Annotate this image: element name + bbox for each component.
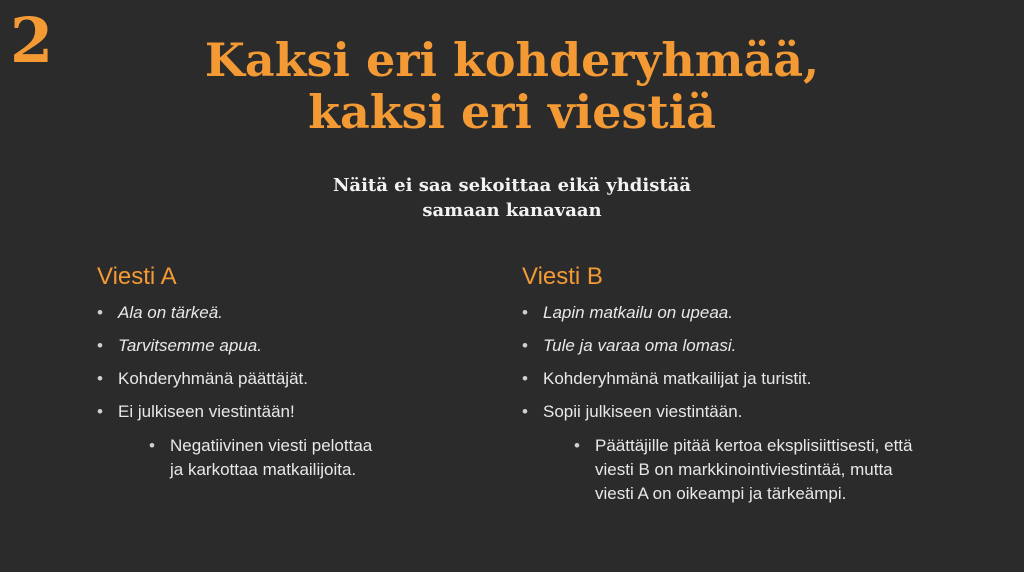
column-viesti-a: [97, 262, 497, 482]
bullet-dot-icon: •: [97, 402, 103, 421]
bullet-item: [97, 335, 497, 357]
bullet-dot-icon: •: [97, 303, 103, 322]
bullet-text: Kohderyhmänä matkailijat ja turistit.: [543, 369, 812, 388]
bullet-text: Ala on tärkeä.: [118, 303, 223, 322]
bullet-text: Kohderyhmänä päättäjät.: [118, 369, 308, 388]
bullet-text: Tule ja varaa oma lomasi.: [543, 336, 737, 355]
sub-bullet-list: [522, 434, 992, 506]
slide-number: 2: [10, 4, 54, 77]
sub-bullet-line: Päättäjille pitää kertoa eksplisiittisesti, että: [595, 436, 913, 455]
bullet-text: Lapin matkailu on upeaa.: [543, 303, 733, 322]
bullet-text: Tarvitsemme apua.: [118, 336, 262, 355]
bullet-dot-icon: •: [97, 369, 103, 388]
bullet-dot-icon: •: [149, 436, 155, 455]
slide-title: [0, 34, 1024, 138]
slide-subtitle-line-2: samaan kanavaan: [422, 200, 602, 221]
bullet-item: [97, 368, 497, 390]
sub-bullet-line: viesti B on markkinointiviestintää, mutta: [595, 460, 893, 479]
bullet-dot-icon: •: [97, 336, 103, 355]
bullet-text: Sopii julkiseen viestintään.: [543, 402, 743, 421]
bullet-item: [97, 302, 497, 324]
bullet-list: [522, 302, 992, 423]
bullet-dot-icon: •: [574, 436, 580, 455]
bullet-dot-icon: •: [522, 336, 528, 355]
slide-title-line-2: kaksi eri viestiä: [308, 85, 716, 139]
bullet-dot-icon: •: [522, 402, 528, 421]
bullet-item: [522, 302, 992, 324]
slide-subtitle-line-1: Näitä ei saa sekoittaa eikä yhdistää: [332, 175, 692, 196]
sub-bullet-item: [149, 434, 497, 482]
bullet-list: [97, 302, 497, 423]
bullet-item: [522, 335, 992, 357]
sub-bullet-list: [97, 434, 497, 482]
column-heading: Viesti B: [522, 263, 603, 290]
bullet-dot-icon: •: [522, 369, 528, 388]
column-heading: Viesti A: [97, 263, 177, 290]
column-viesti-b: [522, 262, 992, 506]
slide-title-line-1: Kaksi eri kohderyhmää,: [204, 33, 820, 87]
slide-subtitle: [0, 173, 1024, 223]
bullet-item: [522, 368, 992, 390]
sub-bullet-item: [574, 434, 992, 506]
bullet-text: Ei julkiseen viestintään!: [118, 402, 295, 421]
bullet-dot-icon: •: [522, 303, 528, 322]
bullet-item: [97, 401, 497, 423]
sub-bullet-line: ja karkottaa matkailijoita.: [170, 460, 357, 479]
bullet-item: [522, 401, 992, 423]
sub-bullet-line: viesti A on oikeampi ja tärkeämpi.: [595, 484, 847, 503]
sub-bullet-line: Negatiivinen viesti pelottaa: [170, 436, 373, 455]
